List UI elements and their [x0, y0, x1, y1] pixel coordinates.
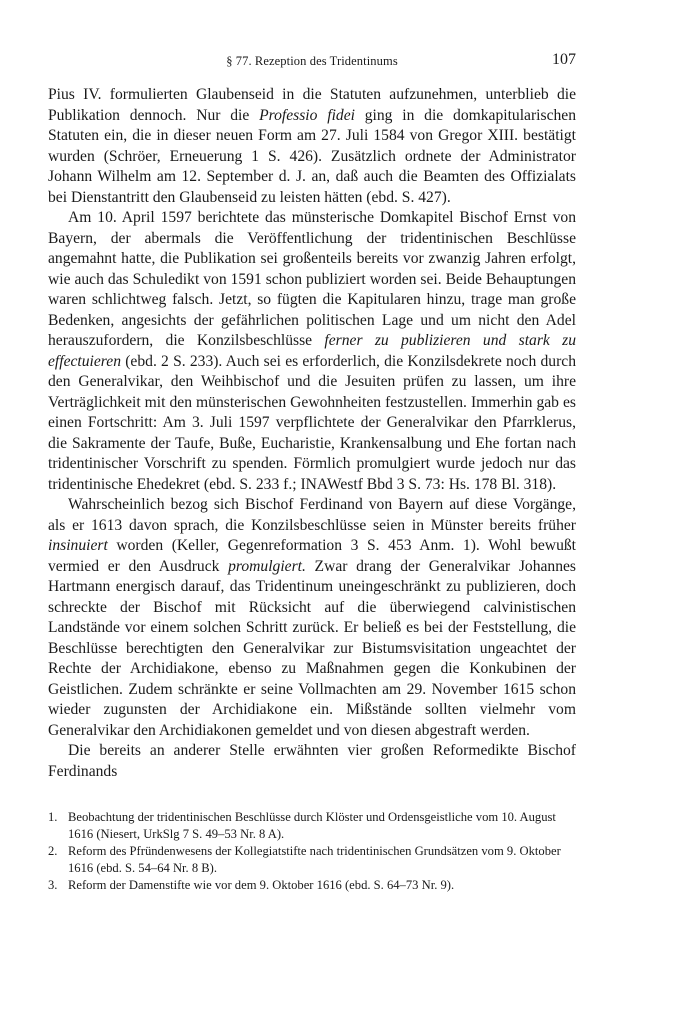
page-number: 107: [552, 51, 576, 68]
list-item-number: 2.: [48, 844, 58, 858]
page: [48, 52, 576, 894]
enumerated-list: [48, 809, 576, 894]
list-item-text: Reform des Pfründenwesens der Kollegiatstifte nach tridentinischen Grundsätzen vom 9. Oktober 1616 (ebd. S. 54–64 Nr. 8 B).: [68, 844, 561, 875]
text-run: worden (Keller, Gegenreformation 3 S. 453 Anm. 1). Wohl bewußt vermied er den Ausdruck: [48, 537, 576, 575]
running-head: [48, 52, 576, 74]
list-item: [48, 809, 576, 843]
list-item-text: Reform der Damenstifte wie vor dem 9. Oktober 1616 (ebd. S. 64–73 Nr. 9).: [68, 878, 455, 892]
list-item-number: 3.: [48, 878, 58, 892]
italic-text: promulgiert.: [228, 557, 306, 575]
paragraph-2: [48, 208, 576, 495]
text-run: Die bereits an anderer Stelle erwähnten vier großen Reformedikte Bischof Ferdinands: [48, 742, 576, 780]
text-run: Zwar drang der Generalvikar Johannes Hartmann energisch darauf, das Tridentinum uneingeschränkt zu publizieren, doch schreckte der Bischof mit Rücksicht auf die überwiegend calvinistischen Landstände vor einem solchen Schritt zurück. Er beließ es bei der Feststellung, die Beschlüsse berechtigten den Generalvikar zur Bistumsvisitation ungeachtet der Rechte der Archidiakone, ebenso zu Maßnahmen gegen die Konkubinen der Geistlichen. Zudem schränkte er seine Vollmachten am 29. November 1615 schon wieder zugunsten der Archidiakone ein. Mißstände sollten vielmehr vom Generalvikar den Archidiakonen gemeldet und von diesen abgestraft werden.: [48, 557, 576, 739]
list-item: [48, 843, 576, 877]
text-run: Wahrscheinlich bezog sich Bischof Ferdinand von Bayern auf diese Vorgänge, als er 1613 davon sprach, die Konzilsbeschlüsse seien in Münster bereits früher: [48, 496, 576, 534]
body-text: [48, 85, 576, 782]
text-run: (ebd. 2 S. 233). Auch sei es erforderlich, die Konzilsdekrete noch durch den Generalvikar, den Weihbischof und die Jesuiten prüfen zu lassen, um ihre Verträglichkeit mit den münsterischen Gewohnheiten festzustellen. Immerhin gab es einen Fortschritt: Am 3. Juli 1597 verpflichtete der Generalvikar den Pfarrklerus, die Sakramente der Taufe, Buße, Eucharistie, Krankensalbung und Ehe fortan nach tridentinischer Vorschrift zu spenden. Förmlich promulgiert wurde jedoch nur das tridentinische Ehedekret (ebd. S. 233 f.; INAWestf Bbd 3 S. 73: Hs. 178 Bl. 318).: [48, 352, 576, 493]
italic-text: Professio fidei: [259, 106, 355, 124]
italic-text: ferner zu publizieren und stark zu effectuieren: [48, 332, 576, 370]
list-item: [48, 877, 576, 894]
paragraph-3: [48, 495, 576, 741]
italic-text: insinuiert: [48, 537, 108, 554]
paragraph-4: [48, 741, 576, 782]
text-run: Pius IV. formulierten Glaubenseid in die Statuten aufzunehmen, unterblieb die Publikation dennoch. Nur die: [48, 86, 576, 124]
list-item-text: Beobachtung der tridentinischen Beschlüsse durch Klöster und Ordensgeistliche vom 10. August 1616 (Niesert, UrkSlg 7 S. 49–53 Nr. 8 A).: [68, 810, 556, 841]
list-item-number: 1.: [48, 810, 58, 824]
text-run: Am 10. April 1597 berichtete das münsterische Domkapitel Bischof Ernst von Bayern, der abermals die Veröffentlichung der tridentinischen Beschlüsse angemahnt hatte, die Publikation sei großenteils bereits vor zwanzig Jahren erfolgt, wie auch das Schuledikt von 1591 schon publiziert worden sei. Beide Behauptungen waren schlichtweg falsch. Jetzt, so fügten die Kapitularen hinzu, trage man große Bedenken, angesichts der gefährlichen politischen Lage und um nicht den Adel herauszufordern, die Konzilsbeschlüsse: [48, 209, 576, 349]
running-title: § 77. Rezeption des Tridentinums: [226, 54, 398, 68]
paragraph-1: [48, 85, 576, 208]
text-run: ging in die domkapitularischen Statuten ein, die in dieser neuen Form am 27. Juli 1584 von Gregor XIII. bestätigt wurden (Schröer, Erneuerung 1 S. 426). Zusätzlich ordnete der Administrator Johann Wilhelm am 12. September d. J. an, daß auch die Beamten des Offizialats bei Dienstantritt den Glaubenseid zu leisten hätten (ebd. S. 427).: [48, 106, 577, 206]
